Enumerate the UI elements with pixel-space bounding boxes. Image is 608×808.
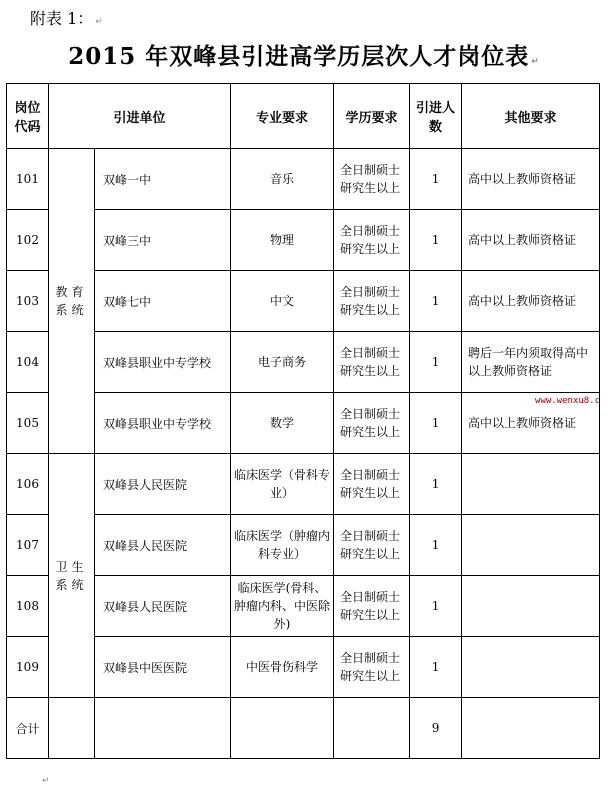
system-education: 教育系统 bbox=[49, 149, 95, 454]
header-unit: 引进单位 bbox=[49, 84, 231, 149]
table-row bbox=[7, 271, 600, 332]
hiring-unit: 双峰县人民医院 bbox=[95, 454, 231, 515]
empty-cell bbox=[49, 698, 95, 759]
hire-count: 1 bbox=[410, 393, 462, 454]
post-code: 101 bbox=[7, 149, 49, 210]
watermark: www.wenxu8.c bbox=[535, 396, 601, 406]
education-requirement: 全日制硕士研究生以上 bbox=[334, 393, 410, 454]
hiring-unit: 双峰县人民医院 bbox=[95, 576, 231, 637]
hiring-unit: 双峰县中医医院 bbox=[95, 637, 231, 698]
post-code: 107 bbox=[7, 515, 49, 576]
total-row bbox=[7, 698, 600, 759]
table-row bbox=[7, 393, 600, 454]
post-code: 109 bbox=[7, 637, 49, 698]
paragraph-mark-icon: ↵ bbox=[42, 776, 50, 786]
table-row bbox=[7, 515, 600, 576]
total-count: 9 bbox=[410, 698, 462, 759]
other-requirement bbox=[462, 515, 600, 576]
hiring-unit: 双峰三中 bbox=[95, 210, 231, 271]
other-requirement bbox=[462, 637, 600, 698]
header-count: 引进人数 bbox=[410, 84, 462, 149]
empty-cell bbox=[334, 698, 410, 759]
document-title: 2015 年双峰县引进高学历层次人才岗位表 ↵ bbox=[68, 43, 540, 70]
education-requirement: 全日制硕士研究生以上 bbox=[334, 149, 410, 210]
hire-count: 1 bbox=[410, 210, 462, 271]
table-row bbox=[7, 332, 600, 393]
paragraph-mark-icon: ↵ bbox=[95, 17, 103, 27]
hire-count: 1 bbox=[410, 332, 462, 393]
header-major: 专业要求 bbox=[231, 84, 334, 149]
major-requirement: 临床医学（肿瘤内科专业） bbox=[231, 515, 334, 576]
header-other: 其他要求 bbox=[462, 84, 600, 149]
header-education: 学历要求 bbox=[334, 84, 410, 149]
hire-count: 1 bbox=[410, 576, 462, 637]
hiring-unit: 双峰七中 bbox=[95, 271, 231, 332]
post-code: 102 bbox=[7, 210, 49, 271]
education-requirement: 全日制硕士研究生以上 bbox=[334, 576, 410, 637]
major-requirement: 电子商务 bbox=[231, 332, 334, 393]
major-requirement: 中医骨伤科学 bbox=[231, 637, 334, 698]
education-requirement: 全日制硕士研究生以上 bbox=[334, 637, 410, 698]
hire-count: 1 bbox=[410, 515, 462, 576]
hire-count: 1 bbox=[410, 454, 462, 515]
paragraph-mark-icon: ↵ bbox=[531, 57, 540, 67]
other-requirement: 高中以上教师资格证 bbox=[462, 149, 600, 210]
empty-cell bbox=[231, 698, 334, 759]
hire-count: 1 bbox=[410, 271, 462, 332]
other-requirement: 高中以上教师资格证 bbox=[462, 393, 600, 454]
other-requirement: 高中以上教师资格证 bbox=[462, 271, 600, 332]
education-requirement: 全日制硕士研究生以上 bbox=[334, 515, 410, 576]
hiring-unit: 双峰县职业中专学校 bbox=[95, 393, 231, 454]
major-requirement: 物理 bbox=[231, 210, 334, 271]
major-requirement: 中文 bbox=[231, 271, 334, 332]
other-requirement bbox=[462, 576, 600, 637]
hire-count: 1 bbox=[410, 149, 462, 210]
table-row bbox=[7, 637, 600, 698]
education-requirement: 全日制硕士研究生以上 bbox=[334, 271, 410, 332]
positions-table bbox=[6, 83, 600, 759]
other-requirement: 高中以上教师资格证 bbox=[462, 210, 600, 271]
hire-count: 1 bbox=[410, 637, 462, 698]
education-requirement: 全日制硕士研究生以上 bbox=[334, 210, 410, 271]
table-row bbox=[7, 454, 600, 515]
hiring-unit: 双峰县职业中专学校 bbox=[95, 332, 231, 393]
education-requirement: 全日制硕士研究生以上 bbox=[334, 332, 410, 393]
attachment-label: 附表 1： ↵ bbox=[30, 9, 103, 28]
major-requirement: 音乐 bbox=[231, 149, 334, 210]
post-code: 106 bbox=[7, 454, 49, 515]
post-code: 108 bbox=[7, 576, 49, 637]
post-code: 104 bbox=[7, 332, 49, 393]
table-row bbox=[7, 576, 600, 637]
other-requirement: 聘后一年内须取得高中以上教师资格证 bbox=[462, 332, 600, 393]
hiring-unit: 双峰一中 bbox=[95, 149, 231, 210]
hiring-unit: 双峰县人民医院 bbox=[95, 515, 231, 576]
header-row bbox=[7, 84, 600, 149]
empty-cell bbox=[462, 698, 600, 759]
major-requirement: 数学 bbox=[231, 393, 334, 454]
other-requirement bbox=[462, 454, 600, 515]
table-row bbox=[7, 149, 600, 210]
empty-cell bbox=[95, 698, 231, 759]
total-label: 合计 bbox=[7, 698, 49, 759]
education-requirement: 全日制硕士研究生以上 bbox=[334, 454, 410, 515]
post-code: 105 bbox=[7, 393, 49, 454]
header-code: 岗位代码 bbox=[7, 84, 49, 149]
post-code: 103 bbox=[7, 271, 49, 332]
major-requirement: 临床医学（骨科专业） bbox=[231, 454, 334, 515]
table-row bbox=[7, 210, 600, 271]
major-requirement: 临床医学(骨科、肿瘤内科、中医除外) bbox=[231, 576, 334, 637]
system-health: 卫生系统 bbox=[49, 454, 95, 698]
